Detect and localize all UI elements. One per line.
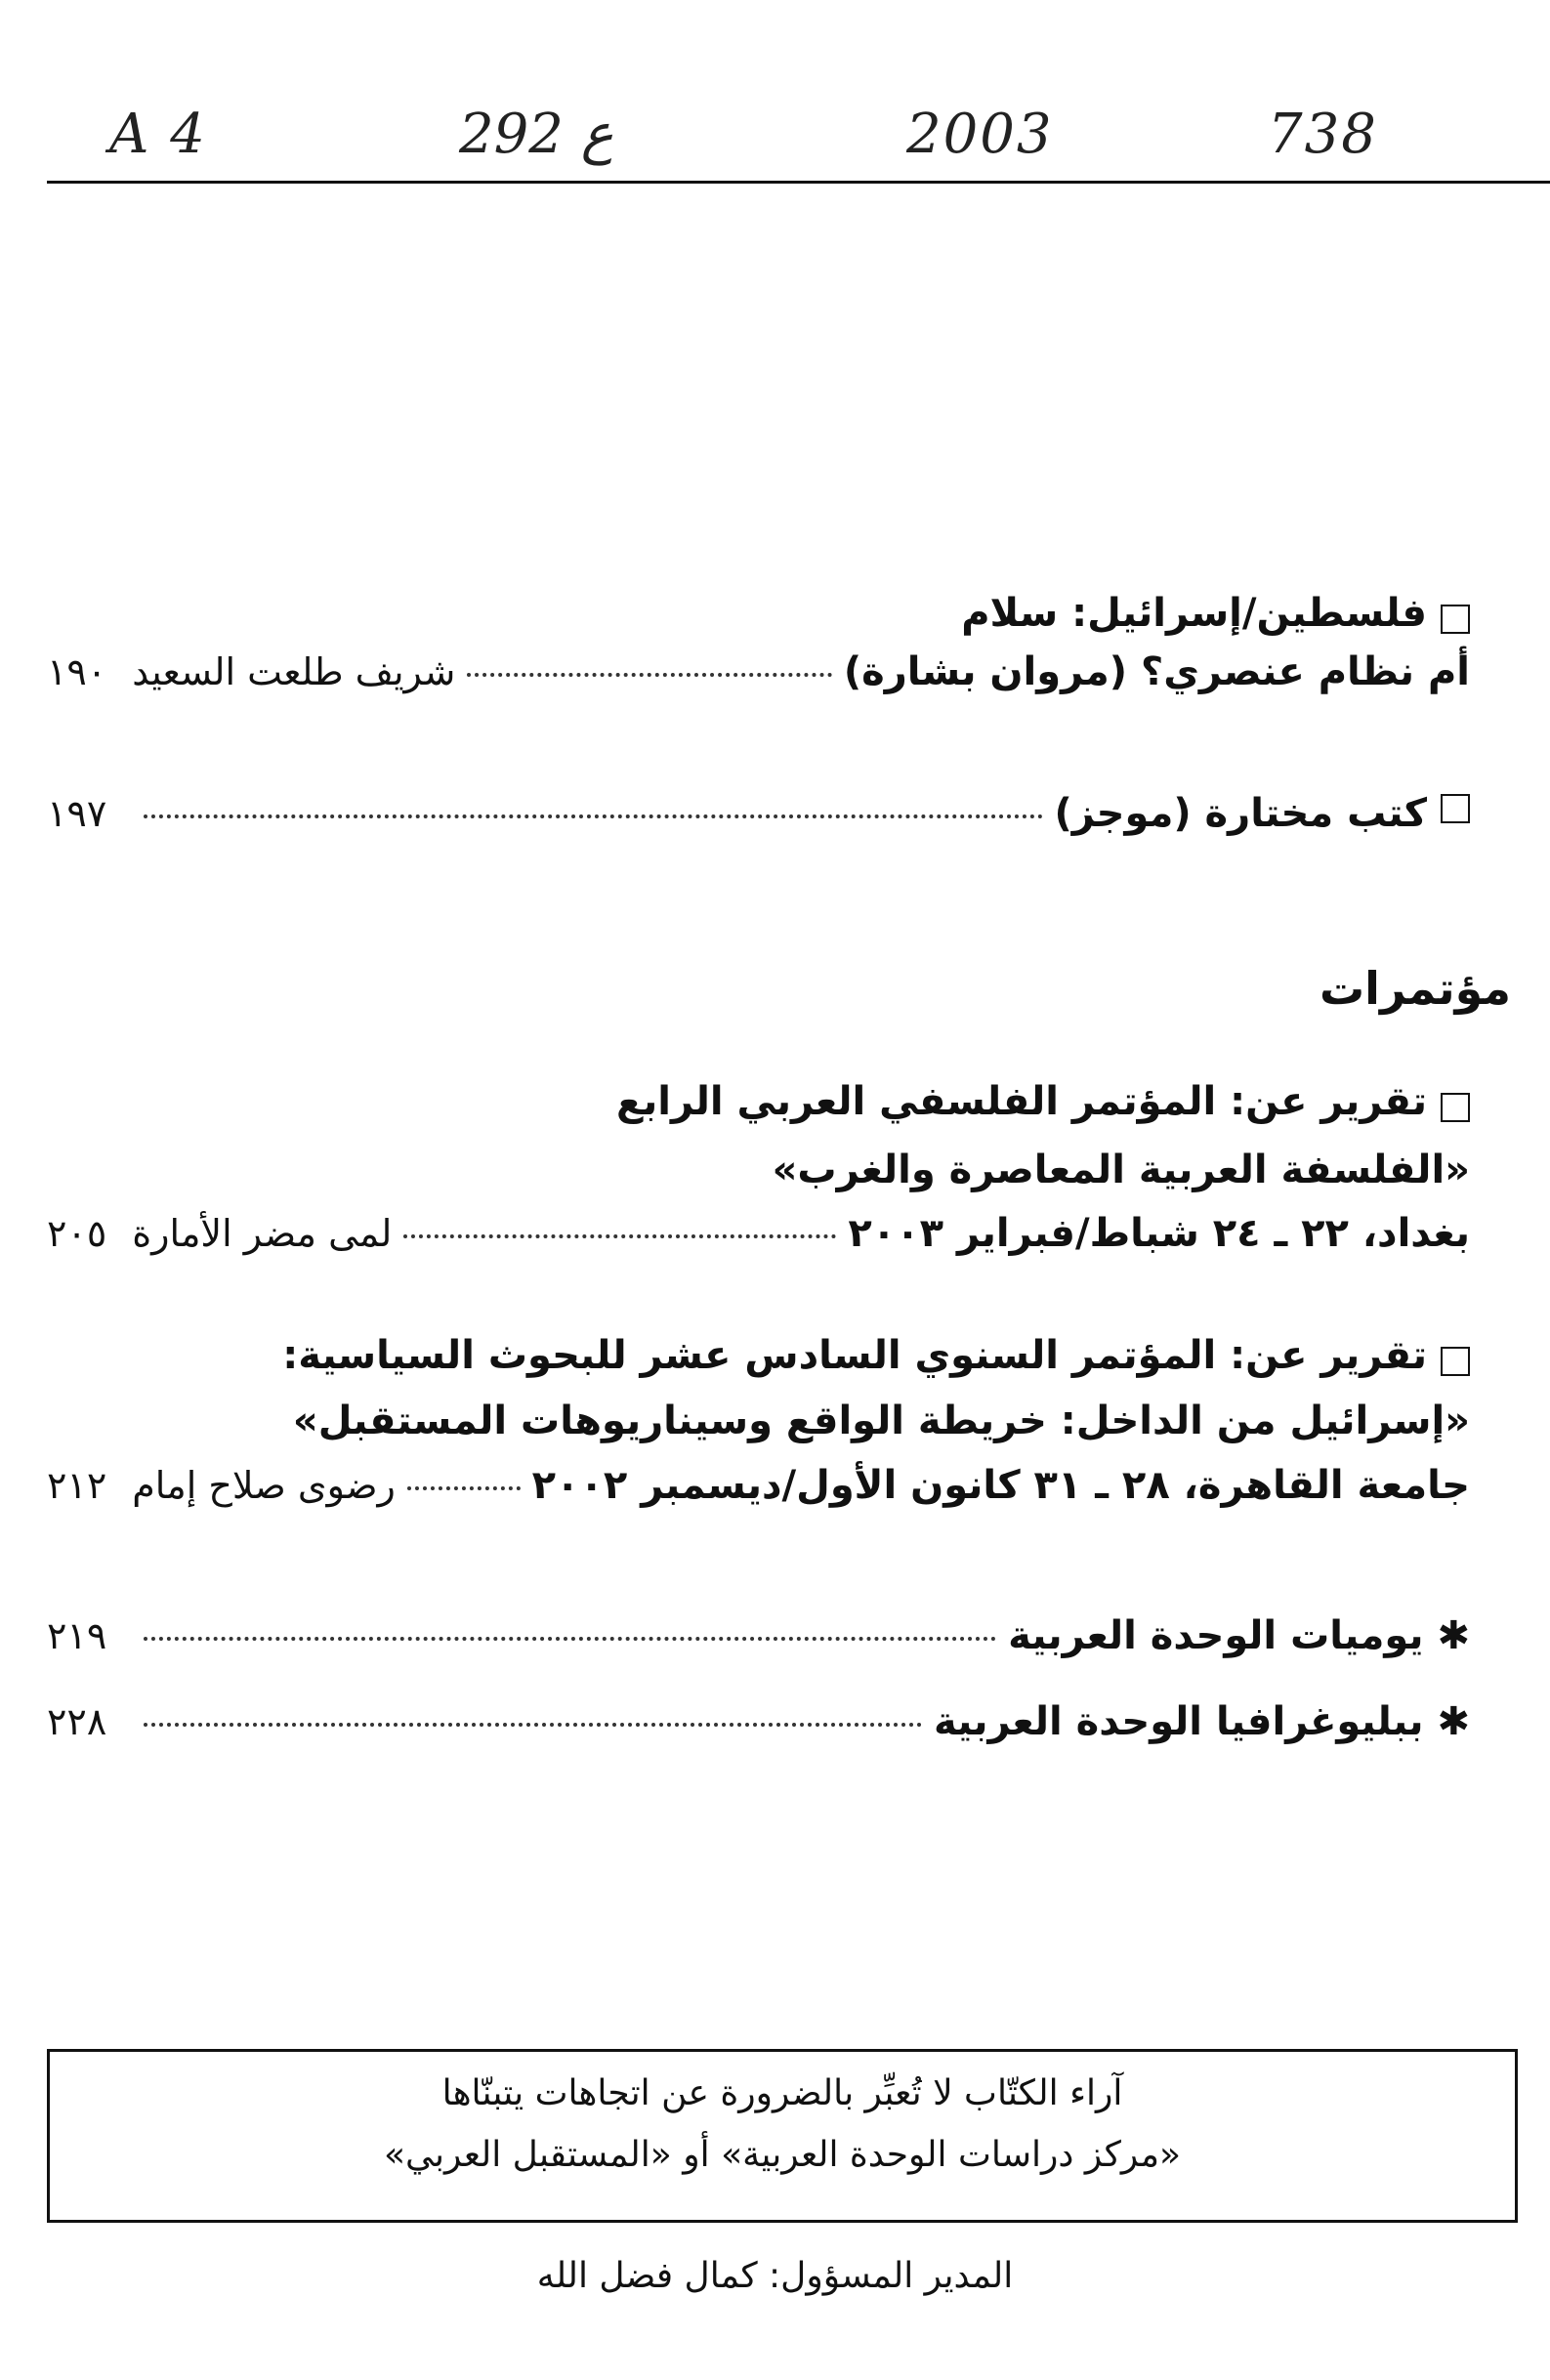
conference-1-subtitle: «الفلسفة العربية المعاصرة والغرب» <box>772 1148 1470 1192</box>
page-number: ١٩٠ <box>47 650 107 693</box>
entry-title: يوميات الوحدة العربية <box>1008 1613 1424 1658</box>
entry-author: رضوى صلاح إمام <box>132 1464 396 1507</box>
page-number: ٢٢٨ <box>47 1700 107 1743</box>
leader-dots <box>407 1486 521 1490</box>
entry-title: كتب مختارة (موجز) <box>1054 791 1427 836</box>
conference-entry-1 <box>47 1079 1470 1125</box>
handwritten-code-b: 292 ع <box>459 103 614 166</box>
leader-dots <box>144 1723 922 1727</box>
entry-title: تقرير عن: المؤتمر السنوي السادس عشر للبحوث السياسية: <box>282 1333 1427 1378</box>
entry-author: لمى مضر الأمارة <box>132 1212 393 1255</box>
entry-author: شريف طلعت السعيد <box>132 650 456 693</box>
toc-entry-books <box>47 791 1470 836</box>
conference-entry-2 <box>47 1333 1470 1379</box>
header-rule <box>47 181 1550 184</box>
entry-title: تقرير عن: المؤتمر الفلسفي العربي الرابع <box>615 1079 1427 1124</box>
starred-entry-bibliography <box>47 1699 1470 1744</box>
disclaimer-line-1: آراء الكتّاب لا تُعبِّر بالضرورة عن اتجاهات يتبنّاها <box>441 2073 1123 2113</box>
disclaimer-box <box>47 2049 1518 2223</box>
checkbox-icon <box>1441 1093 1470 1122</box>
page-number: ٢١٢ <box>47 1464 107 1507</box>
entry-subtitle: أم نظام عنصري؟ (مروان بشارة) <box>843 649 1470 694</box>
leader-dots <box>403 1234 836 1238</box>
leader-dots <box>467 673 831 677</box>
handwritten-code-a: A 4 <box>109 103 207 166</box>
handwritten-number: 738 <box>1268 103 1378 166</box>
checkbox-icon <box>1441 1347 1470 1376</box>
leader-dots <box>144 1637 996 1641</box>
page-number: ٢٠٥ <box>47 1212 107 1255</box>
page-number: ٢١٩ <box>47 1614 107 1657</box>
toc-entry-palestine-line2 <box>47 649 1470 694</box>
checkbox-icon <box>1441 605 1470 634</box>
page-number: ١٩٧ <box>47 792 107 835</box>
leader-dots <box>144 814 1042 818</box>
disclaimer-line-2: «مركز دراسات الوحدة العربية» أو «المستقبل العربي» <box>383 2135 1182 2175</box>
asterisk-icon: ✱ <box>1437 1699 1470 1744</box>
section-title: مؤتمرات <box>1319 962 1511 1015</box>
conference-2-subtitle: «إسرائيل من الداخل: خريطة الواقع وسيناريوهات المستقبل» <box>292 1399 1470 1443</box>
director-credit: المدير المسؤول: كمال فضل الله <box>536 2256 1014 2296</box>
conference-1-details <box>47 1211 1470 1256</box>
conference-place-date: جامعة القاهرة، ٢٨ ـ ٣١ كانون الأول/ديسمبر ٢٠٠٢ <box>531 1463 1470 1508</box>
toc-entry-palestine <box>47 591 1470 637</box>
asterisk-icon: ✱ <box>1437 1613 1470 1658</box>
conference-place-date: بغداد، ٢٢ ـ ٢٤ شباط/فبراير ٢٠٠٣ <box>848 1211 1470 1256</box>
checkbox-icon <box>1441 794 1470 823</box>
conference-2-details <box>47 1463 1470 1508</box>
handwritten-year: 2003 <box>906 103 1054 166</box>
entry-title: فلسطين/إسرائيل: سلام <box>961 591 1427 636</box>
entry-title: ببليوغرافيا الوحدة العربية <box>933 1699 1424 1744</box>
starred-entry-chronology <box>47 1613 1470 1658</box>
